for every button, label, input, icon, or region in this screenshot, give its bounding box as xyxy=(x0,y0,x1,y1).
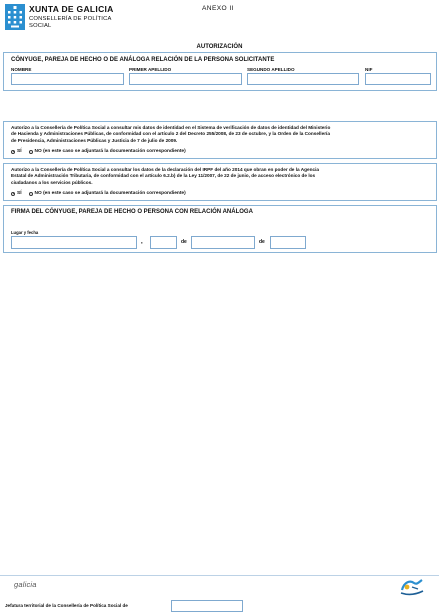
irpf-no-label: NO (en este caso se adjuntará la documentación correspondiente) xyxy=(34,191,186,196)
de-separator-1: de xyxy=(181,239,187,245)
annex-label: ANEXO II xyxy=(202,5,234,12)
primer-apellido-label: PRIMER APELLIDO xyxy=(129,67,172,72)
footer-divider xyxy=(0,575,439,576)
signature-title: FIRMA DEL CÓNYUGE, PAREJA DE HECHO O PERSONA CON RELACIÓN ANÁLOGA xyxy=(11,209,253,215)
irpf-text-line1: Autorizo a la Consellería de Política Social a consultar los datos de la declaración del IRPF del año 2014 que obran en poder de la Agencia xyxy=(11,167,319,172)
org-subtitle xyxy=(29,16,112,30)
signature-section xyxy=(3,205,437,253)
identity-yes-radio[interactable] xyxy=(11,150,15,154)
jefatura-field[interactable] xyxy=(171,600,243,612)
nombre-label: NOMBRE xyxy=(11,67,32,72)
identity-text-line3: de Presidencia, Administraciones Públicas y Justicia de 7 de julio de 2009. xyxy=(11,137,178,143)
year-field[interactable] xyxy=(270,236,306,249)
irpf-consent-options xyxy=(11,191,186,196)
identity-text-line2: de Hacienda y Administraciones Públicas, de conformidad con el artículo 2 del Decreto 255/2008, de 23 de octubre, y la Orden de la Consellería xyxy=(11,131,330,137)
day-field[interactable] xyxy=(150,236,177,249)
comma-separator: , xyxy=(141,239,143,245)
nombre-field[interactable] xyxy=(11,73,124,85)
primer-apellido-field[interactable] xyxy=(129,73,242,85)
irpf-yes-radio[interactable] xyxy=(11,192,15,196)
page-title: AUTORIZACIÓN xyxy=(196,44,243,50)
irpf-consent-text xyxy=(11,167,435,186)
section1-title: CÓNYUGE, PAREJA DE HECHO O DE ANÁLOGA RELACIÓN DE LA PERSONA SOLICITANTE xyxy=(11,57,275,63)
irpf-no-radio[interactable] xyxy=(29,192,33,196)
de-separator-2: de xyxy=(259,239,265,245)
identity-text-line1: Autorizo a la Consellería de Política Social a consultar mis datos de identidad en el Sistema de verificación de datos de identidad del Ministerio xyxy=(11,125,331,130)
irpf-text-line2: Estatal de Administración Tributaria, de conformidad con el artículo 6.2.b) de la Ley 11/2007, de 22 de junio, de acceso electrónico de los xyxy=(11,173,316,179)
identity-consent-text xyxy=(11,125,435,144)
galicia-logo: galicia xyxy=(14,580,37,589)
identity-consent-section xyxy=(3,121,437,159)
org-sub-line1: CONSELLERÍA DE POLÍTICA xyxy=(29,16,112,22)
month-field[interactable] xyxy=(191,236,255,249)
identity-consent-options xyxy=(11,149,186,154)
irpf-text-line3: ciudadanos a los servicios públicos. xyxy=(11,179,93,185)
jefatura-label: Jefatura territorial de la Consellería de Política Social de xyxy=(5,603,128,608)
org-name: XUNTA DE GALICIA xyxy=(29,4,114,14)
xunta-logo-icon xyxy=(5,4,25,30)
place-field[interactable] xyxy=(11,236,137,249)
segundo-apellido-field[interactable] xyxy=(247,73,359,85)
segundo-apellido-label: SEGUNDO APELLIDO xyxy=(247,67,295,72)
place-date-label: Lugar y fecha xyxy=(11,230,39,235)
irpf-yes-label: SÍ xyxy=(17,191,22,196)
identity-no-radio[interactable] xyxy=(29,150,33,154)
applicant-partner-section xyxy=(3,52,437,91)
identity-no-label: NO (en este caso se adjuntará la documentación correspondiente) xyxy=(34,149,186,154)
identity-yes-label: SÍ xyxy=(17,149,22,154)
nif-label: NIF xyxy=(365,67,373,72)
irpf-consent-section xyxy=(3,163,437,201)
nif-field[interactable] xyxy=(365,73,431,85)
org-sub-line2: SOCIAL xyxy=(29,23,52,29)
xacobeo-logo-icon xyxy=(398,576,426,596)
